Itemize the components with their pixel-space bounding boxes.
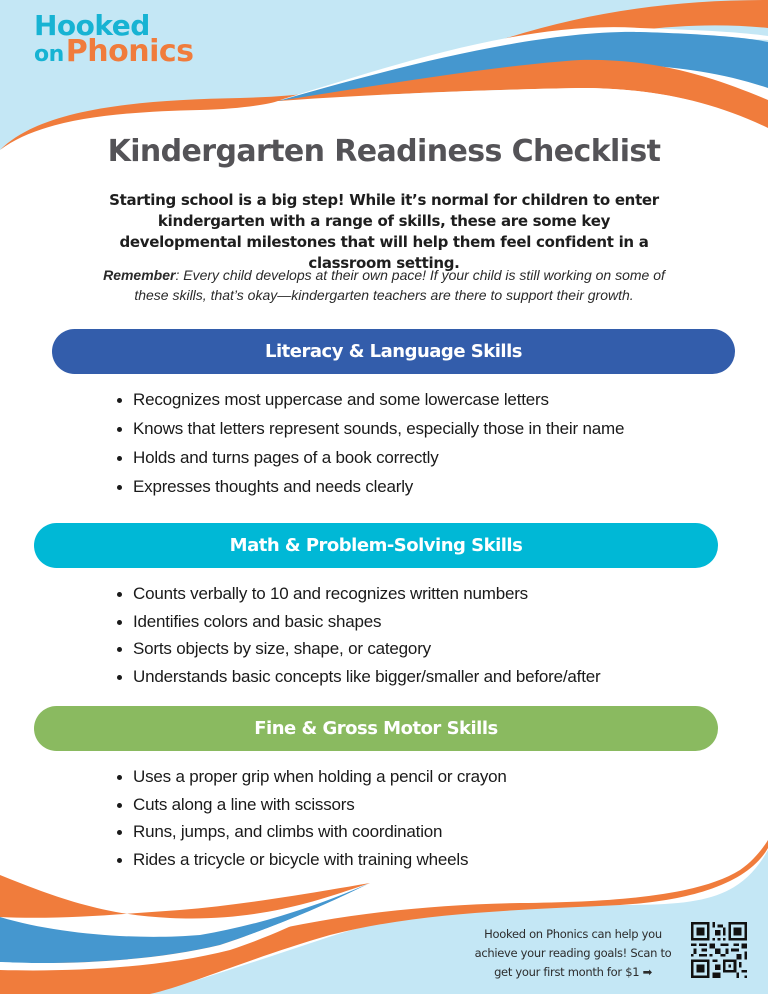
remember-text: : Every child develops at their own pace! If your child is still working on some of these skills, that’s okay—kindergarten teachers are there to support their growth. <box>134 267 665 303</box>
list-item: Identifies colors and basic shapes <box>117 608 600 636</box>
list-item: Rides a tricycle or bicycle with training wheels <box>117 846 507 874</box>
math-skill-list <box>117 580 600 690</box>
section-header-math: Math & Problem-Solving Skills <box>34 523 718 568</box>
list-item: Expresses thoughts and needs clearly <box>117 472 624 501</box>
list-item: Knows that letters represent sounds, especially those in their name <box>117 414 624 443</box>
list-item: Uses a proper grip when holding a pencil or crayon <box>117 763 507 791</box>
motor-skill-list <box>117 763 507 873</box>
list-item: Understands basic concepts like bigger/smaller and before/after <box>117 663 600 691</box>
hooked-on-phonics-logo <box>34 9 194 69</box>
list-item: Holds and turns pages of a book correctly <box>117 443 624 472</box>
section-header-literacy: Literacy & Language Skills <box>52 329 735 374</box>
arrow-right-icon: ➡ <box>642 965 652 979</box>
list-item: Recognizes most uppercase and some lowercase letters <box>117 385 624 414</box>
list-item: Cuts along a line with scissors <box>117 791 507 819</box>
literacy-skill-list <box>117 385 624 501</box>
logo-phonics-text: Phonics <box>65 34 194 69</box>
intro-paragraph: Starting school is a big step! While it’s normal for children to enter kindergarten with a range of skills, these are some key developmental milestones that will help them feel confident in a classroom setting. <box>109 191 659 272</box>
list-item: Runs, jumps, and climbs with coordination <box>117 818 507 846</box>
section-header-motor: Fine & Gross Motor Skills <box>34 706 718 751</box>
list-item: Sorts objects by size, shape, or category <box>117 635 600 663</box>
logo-hooked-text: Hooked <box>34 9 150 42</box>
remember-label: Remember <box>103 267 176 283</box>
list-item: Counts verbally to 10 and recognizes written numbers <box>117 580 600 608</box>
logo-on-text: on <box>34 42 64 67</box>
promo-text <box>466 925 680 982</box>
qr-code-icon[interactable] <box>691 922 747 978</box>
remember-note <box>90 265 678 305</box>
promo-message: Hooked on Phonics can help you achieve your reading goals! Scan to get your first month for $1 <box>474 927 672 979</box>
page-title: Kindergarten Readiness Checklist <box>107 134 661 169</box>
